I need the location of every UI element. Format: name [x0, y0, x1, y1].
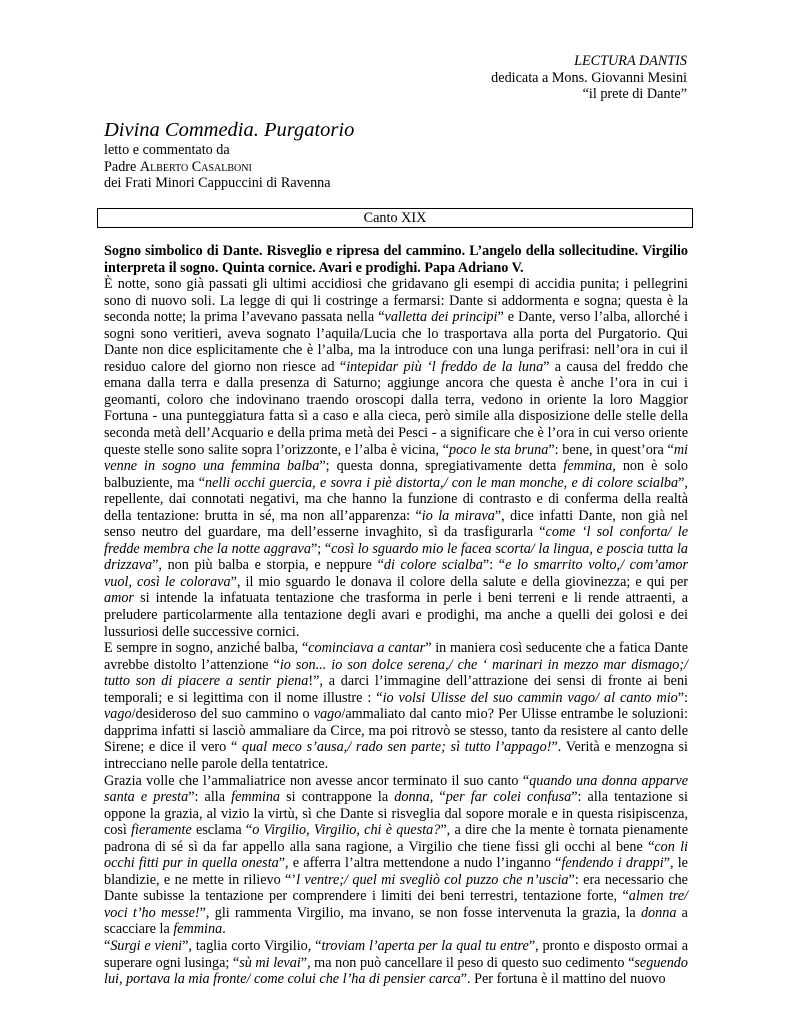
paragraph-text: ”, il mio sguardo le donava il colore della salute e della giovinezza; e qui per	[230, 573, 689, 590]
dedication-line-1: dedicata a Mons. Giovanni Mesini	[491, 69, 687, 86]
credits	[104, 142, 354, 192]
paragraph-text: “	[104, 937, 111, 954]
quoted-verse: quando una donna apparve santa e presta	[104, 772, 688, 806]
credits-line-2	[104, 159, 354, 176]
paragraph-text: !”, a darci l’immagine dell’attrazione dei sensi di fronte ai beni temporali; e si legittima con il nome illustre : “	[104, 673, 688, 706]
paragraph-text: ”, taglia corto Virgilio, “	[182, 937, 322, 954]
series-title: LECTURA DANTIS	[574, 53, 687, 69]
quoted-verse: femmina	[173, 921, 223, 938]
paragraph-text: ”, gli rammenta Virgilio, ma invano, se non fosse intervenuta la grazia, la	[199, 904, 641, 921]
paragraph-text: ”: era necessario che Dante subisse la tentazione per comprendere i limiti dei beni terrestri, tentazione forte, “	[104, 871, 688, 905]
quoted-verse: troviam l’aperta per la qual tu entre	[321, 937, 529, 954]
paragraph-text: ”, repellente, dai connotati negativi, ma che hanno la funzione di contrasto e di conferma della realtà della tentazione: brutta in sé, ma non all’apparenza: “	[104, 474, 688, 524]
quoted-verse: almen tre/ voci t’ho messe!	[104, 888, 688, 921]
quoted-verse: l ventre;/ quel mi svegliò col puzzo che n’uscia	[296, 871, 569, 888]
paragraph-text: esclama “	[191, 822, 253, 839]
quoted-verse: come ‘l sol conforta/ le fredde membra che la notte aggrava	[104, 524, 688, 557]
quoted-verse: nelli occhi guercia, e sovra i piè distorta,/ con le man monche, e di colore scialba	[205, 474, 679, 491]
paragraph-text: ”: “	[482, 557, 506, 574]
quoted-verse: qual meco s’ausa,/ rado sen parte; sì tutto l’appago!	[241, 739, 552, 756]
paragraph	[104, 276, 688, 640]
quoted-verse: per far colei confusa	[445, 789, 572, 806]
paragraph-text: ”. Verità e menzogna si intrecciano nelle parole della tentatrice.	[104, 739, 688, 772]
quoted-verse: donna	[640, 904, 677, 921]
credits-line-3: dei Frati Minori Cappuccini di Ravenna	[104, 175, 331, 192]
credits-prefix: Padre	[104, 158, 140, 175]
paragraph-text: /desideroso del suo cammino o	[131, 706, 314, 723]
paragraph-text: Grazia volle che l’ammaliatrice non avesse ancor terminato il suo canto “	[104, 772, 530, 789]
paragraph-text: ”, le blandizie, e ne mette in rilievo “’	[104, 855, 688, 888]
quoted-verse: io la mirava	[421, 507, 495, 524]
canto-heading: Canto XIX	[97, 208, 693, 228]
paragraph	[104, 938, 688, 988]
work-title: Divina Commedia. Purgatorio	[104, 119, 355, 141]
quoted-verse: vago	[104, 706, 132, 723]
commentary-body	[104, 243, 688, 988]
paragraph-text: ”, e afferra l’altra mettendone a nudo l’inganno “	[278, 855, 562, 872]
quoted-verse: di colore scialba	[383, 557, 483, 574]
quoted-verse: amor	[104, 590, 134, 607]
quoted-verse: valletta dei principi	[384, 309, 498, 326]
paragraph-text: ”; “	[310, 540, 332, 557]
paragraph-text: ”: bene, in quest’ora “	[548, 441, 674, 458]
dedication-line-2: “il prete di Dante”	[582, 86, 687, 103]
paragraph-text: .	[222, 921, 226, 938]
quoted-verse: io son... io son dolce serena,/ che ‘ marinari in mezzo mar dismago;/ tutto son di piacere a sentir piena	[104, 656, 688, 690]
quoted-verse: così lo sguardo mio le facea scorta/ la lingua, e poscia tutta la drizzava	[104, 540, 688, 574]
paragraph-text: a scacciare la	[104, 904, 688, 938]
quoted-verse: o Virgilio, Virgilio, chi è questa?	[252, 822, 441, 839]
quoted-verse: intepidar più ‘l freddo de la luna	[346, 358, 544, 375]
commentary-paragraphs	[104, 276, 688, 988]
paragraph-text: ”; questa donna, spregiativamente detta	[319, 458, 564, 475]
paragraph-text: , non è solo balbuziente, ma “	[104, 458, 689, 491]
author-name: Alberto Casalboni	[139, 158, 252, 175]
paragraph-text: ”: alla	[188, 789, 232, 806]
paragraph-text: ”, non più balba e storpia, e neppure “	[152, 557, 384, 574]
paragraph-text: si contrappone la	[280, 789, 395, 806]
quoted-verse: mi venne in sogno una femmina balba	[104, 441, 688, 475]
paragraph-text: E sempre in sogno, anziché balba, “	[104, 640, 309, 657]
quoted-verse: donna	[394, 789, 430, 806]
quoted-verse: femmina	[563, 458, 613, 475]
paragraph-text: ”:	[677, 689, 688, 706]
canto-summary: Sogno simbolico di Dante. Risveglio e ripresa del cammino. L’angelo della sollecitudine. Virgilio interpreta il sogno. Quinta cornice. Avari e prodighi. Papa Adriano V.	[104, 243, 688, 276]
paragraph-text: ” a causa del freddo che emana dalla terra e dalla presenza di Saturno; aggiunge ancora che questa è anche l’ora in cui i geomanti, coloro che indovinano traendo oroscopi dalla terra, vedono in oriente la loro Maggior Fortuna - una punteggiatura fatta sì a caso e alla cieca, però simile alla disposizione delle stelle della seconda metà dell’Acquario e della prima metà dei Pesci - a significare che è l’ora in cui verso oriente queste stelle sono salite sopra l’orizzonte, e l’alba è vicina, “	[104, 358, 688, 458]
paragraph-text: ”, ma non può cancellare il peso di questo suo cedimento “	[300, 954, 635, 971]
paragraph-text: si intende la infatuata tentazione che trasforma in perle i beni terreni e li rende attraenti, a preludere particolarmente alla tentazione degli avari e prodighi, ma anche a quelli dei golosi e dei lussuriosi delle successive cornici.	[104, 590, 688, 640]
paragraph-text: È notte, sono già passati gli ultimi accidiosi che gridavano gli esempi di accidia punita; i pellegrini sono di nuovo soli. La legge di qui li costringe a fermarsi: Dante si addormenta e sogna; questa è la seconda notte; la prima l’avevano passata nella “	[104, 276, 688, 326]
quoted-verse: sù mi levai	[239, 954, 301, 971]
quoted-verse: fieramente	[131, 822, 192, 839]
paragraph	[104, 640, 688, 772]
quoted-verse: femmina	[231, 789, 281, 806]
quoted-verse: con li occhi fitti pur in quella onesta	[104, 838, 689, 872]
paragraph-text: ”: alla tentazione si oppone la grazia, al vizio la virtù, sì che Dante si risveglia dal sopore morale e in questa risipiscenza, così	[104, 789, 688, 839]
paragraph-text: ” in maniera così seducente che a fatica Dante avrebbe distolto l’attenzione “	[104, 640, 689, 673]
paragraph-text: , “	[429, 789, 446, 806]
paragraph-text: ” e Dante, verso l’alba, allorché i sogni sono veritieri, aveva sognato l’aquila/Lucia che lo trasportava alla porta del Purgatorio. Qui Dante non dice esplicitamente che è l’alba, ma la introduce con una lunga perifrasi: nell’ora in cui il residuo calore del giorno non riesce ad “	[104, 309, 688, 375]
quoted-verse: io volsi Ulisse del suo cammin vago/ al canto mio	[382, 689, 678, 706]
paragraph-text: /ammaliato dal canto mio? Per Ulisse entrambe le soluzioni: dapprima infatti si lasciò ammaliare da Circe, ma poi ritrovò se stesso, tanto da resistere al canto delle Sirene; e dice il vero “	[104, 706, 688, 756]
quoted-verse: cominciava a cantar	[308, 640, 426, 657]
quoted-verse: seguendo lui, portava la mia fronte/ come colui che l’ha di pensier carca	[104, 954, 688, 988]
quoted-verse: e lo smarrito volto,/ com’amor vuol, così le colorava	[104, 557, 688, 590]
title-block	[104, 118, 354, 192]
quoted-verse: poco le sta bruna	[448, 441, 549, 458]
paragraph-text: ”, dice infatti Dante, non già nel senso neutro del guardare, ma dell’esserne invaghito, sì da trasfigurarla “	[104, 507, 688, 541]
paragraph	[104, 773, 688, 938]
paragraph-text: ”. Per fortuna è il mattino del nuovo	[460, 971, 666, 988]
credits-line-1: letto e commentato da	[104, 142, 230, 158]
dedication-header	[491, 53, 687, 103]
quoted-verse: vago	[313, 706, 342, 723]
quoted-verse: fendendo i drappi	[561, 855, 664, 872]
quoted-verse: Surgi e vieni	[110, 937, 183, 954]
paragraph-text: ”, pronto e disposto ormai a superare ogni lusinga; “	[104, 937, 688, 971]
paragraph-text: ”, a dire che la mente è tornata pienamente padrona di sé sì da far appello alla sana ragione, a Virgilio che tiene fissi gli occhi al bene “	[104, 822, 689, 855]
